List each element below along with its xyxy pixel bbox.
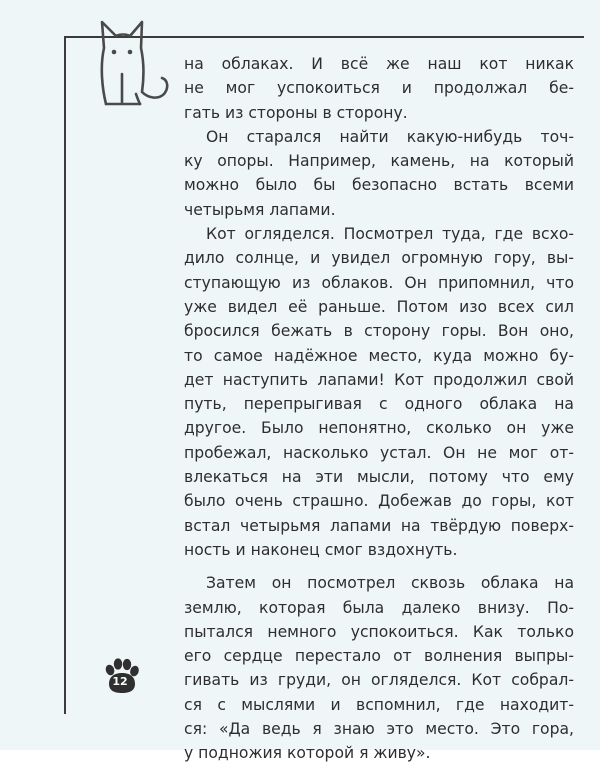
text-line: встал четырьмя лапами на твёрдую поверх-	[184, 516, 574, 535]
text-line: гивать из груди, он огляделся. Кот собрал-	[184, 671, 574, 690]
paragraph	[96, 571, 574, 765]
text-line: можно было бы безопасно встать всеми	[184, 176, 574, 195]
text-line: ку опоры. Например, камень, на который	[184, 152, 574, 171]
text-line: ся: «Да ведь я знаю это место. Это гора,	[184, 720, 574, 739]
paragraph	[96, 222, 574, 562]
text-line: на облаках. И всё же наш кот никак	[184, 55, 574, 73]
text-line: не мог успокоиться и продолжал бе-	[184, 79, 574, 98]
text-line: ступающую из облаков. Он припомнил, что	[184, 273, 574, 292]
paragraph	[96, 125, 574, 222]
text-line: другое. Было непонятно, сколько он уже	[184, 419, 574, 438]
text-line: то самое надёжное место, куда можно бу-	[184, 346, 574, 365]
text-line: было очень страшно. Добежав до горы, кот	[184, 492, 574, 511]
text-line: землю, которая была далеко внизу. По-	[184, 598, 574, 617]
text-line: бросился бежать в сторону горы. Вон оно,	[184, 322, 574, 341]
text-line: путь, перепрыгивая с одного облака на	[184, 395, 574, 414]
text-line: дило солнце, и увидел огромную гору, вы-	[184, 249, 574, 268]
page-edge-left	[64, 38, 66, 714]
text-line: Он старался найти какую-нибудь точ-	[206, 127, 574, 146]
text-line: гать из стороны в сторону.	[184, 103, 408, 122]
text-line: его сердце перестало от волнения выпры-	[184, 647, 574, 666]
page-number: 12	[112, 675, 128, 688]
text-line: Затем он посмотрел сквозь облака на	[206, 574, 574, 593]
text-line: пробежал, насколько устал. Он не мог от-	[184, 443, 574, 462]
paragraph	[96, 52, 574, 125]
page-text	[96, 52, 574, 766]
text-line: ся с мыслями и вспомнил, где находит-	[184, 695, 574, 714]
text-line: влекаться на эти мысли, потому что ему	[184, 468, 574, 487]
text-line: у подножия которой я живу».	[184, 744, 431, 763]
text-line: уже видел её раньше. Потом изо всех сил	[184, 297, 574, 316]
text-line: пытался немного успокоиться. Как только	[184, 622, 574, 641]
text-line: ность и наконец смог вздохнуть.	[184, 540, 458, 559]
text-line: Кот огляделся. Посмотрел туда, где всхо-	[206, 225, 574, 244]
text-line: четырьмя лапами.	[184, 200, 336, 219]
text-line: дет наступить лапами! Кот продолжил свой	[184, 370, 574, 389]
